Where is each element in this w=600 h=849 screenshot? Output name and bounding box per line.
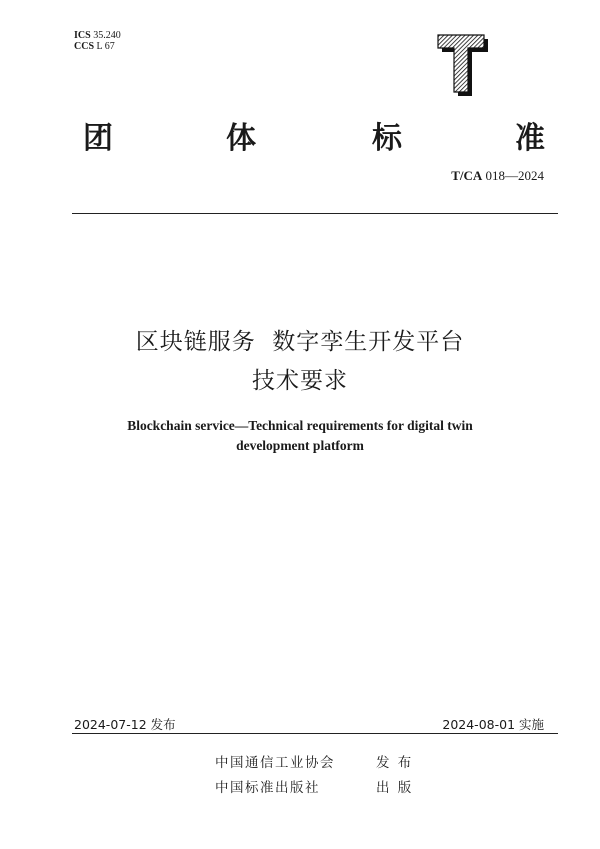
standard-number-prefix: T/CA <box>451 168 483 183</box>
doc-type-char-3: 标 <box>372 121 402 156</box>
bottom-divider <box>72 733 558 734</box>
doc-type-char-1: 团 <box>83 121 113 156</box>
standard-t-logo <box>436 34 488 96</box>
publisher-name: 中国通信工业协会 <box>215 755 335 771</box>
english-title-line-2: development platform <box>236 438 364 453</box>
press-role: 出 版 <box>376 780 414 796</box>
ccs-value: L 67 <box>96 41 115 52</box>
standard-number-value: 018—2024 <box>485 168 544 183</box>
ccs-code <box>74 41 115 53</box>
doc-type-char-2: 体 <box>226 121 256 156</box>
ics-label: ICS <box>74 30 91 41</box>
issue-date: 2024-07-12 发布 <box>74 717 176 732</box>
standard-number <box>451 168 544 184</box>
chinese-title-line-1: 区块链服务 数字孪生开发平台 <box>135 329 465 355</box>
top-divider <box>72 213 558 214</box>
publisher-role: 发 布 <box>376 755 414 771</box>
chinese-title-line-2: 技术要求 <box>252 368 348 394</box>
doc-type-char-4: 准 <box>515 121 545 156</box>
english-title-line-1: Blockchain service—Technical requirements for digital twin <box>127 418 473 433</box>
press-name: 中国标准出版社 <box>215 780 320 796</box>
implementation-date: 2024-08-01 实施 <box>442 717 544 732</box>
ccs-label: CCS <box>74 41 95 52</box>
ics-value: 35.240 <box>93 30 121 41</box>
